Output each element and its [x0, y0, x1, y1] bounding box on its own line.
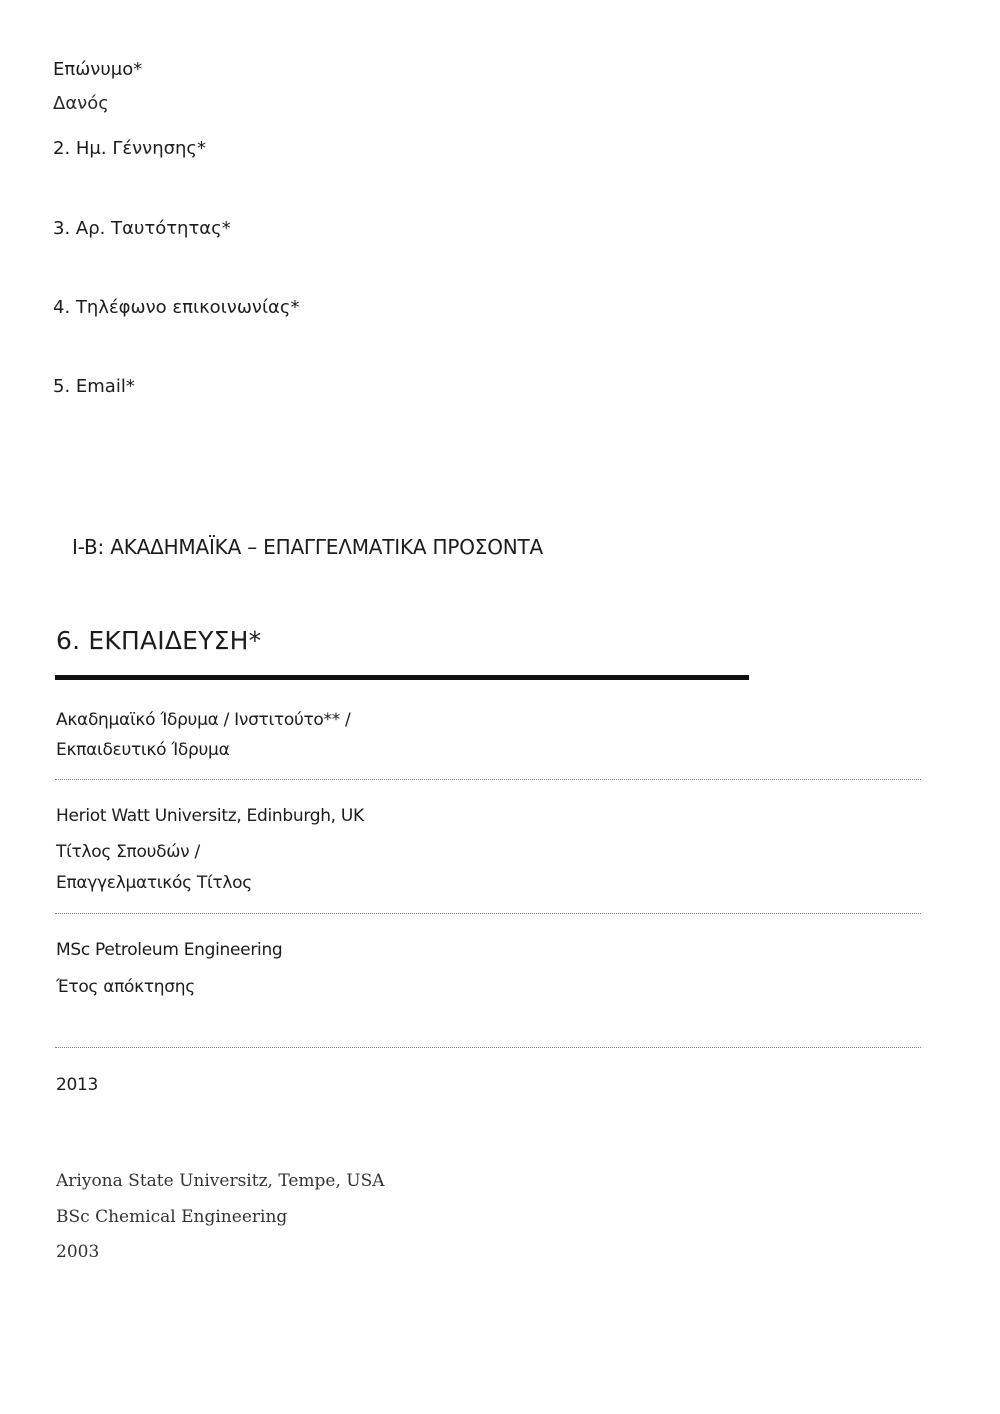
degree-value: MSc Petroleum Engineering	[56, 940, 283, 960]
year-label: Έτος απόκτησης	[56, 977, 195, 997]
dotted-divider	[55, 913, 921, 914]
degree-label-line2: Επαγγελματικός Τίτλος	[56, 873, 252, 893]
surname-label: Επώνυμο*	[53, 59, 143, 80]
institution-label-line1: Ακαδημαϊκό Ίδρυμα / Ινστιτούτο** /	[56, 710, 351, 730]
education-heading: 6. ΕΚΠΑΙΔΕΥΣΗ*	[56, 626, 262, 655]
second-degree: BSc Chemical Engineering	[56, 1207, 288, 1227]
email-label: 5. Email*	[53, 376, 135, 397]
surname-value: Δανός	[53, 93, 109, 114]
second-institution: Ariyona State Universitz, Tempe, USA	[56, 1171, 385, 1191]
second-year: 2003	[56, 1242, 100, 1262]
id-number-label: 3. Αρ. Ταυτότητας*	[53, 218, 231, 239]
institution-value: Heriot Watt Universitz, Edinburgh, UK	[56, 806, 364, 826]
year-value: 2013	[56, 1075, 99, 1095]
birthdate-label: 2. Ημ. Γέννησης*	[53, 138, 206, 159]
degree-label-line1: Τίτλος Σπουδών /	[56, 842, 200, 862]
heading-rule	[55, 675, 749, 680]
phone-label: 4. Τηλέφωνο επικοινωνίας*	[53, 297, 300, 318]
dotted-divider	[55, 779, 921, 780]
institution-label-line2: Εκπαιδευτικό Ίδρυμα	[56, 740, 230, 760]
section-title: I-B: ΑΚΑΔΗΜΑΪΚΑ – ΕΠΑΓΓΕΛΜΑΤΙΚΑ ΠΡΟΣΟΝΤΑ	[72, 535, 544, 559]
dotted-divider	[55, 1047, 921, 1048]
